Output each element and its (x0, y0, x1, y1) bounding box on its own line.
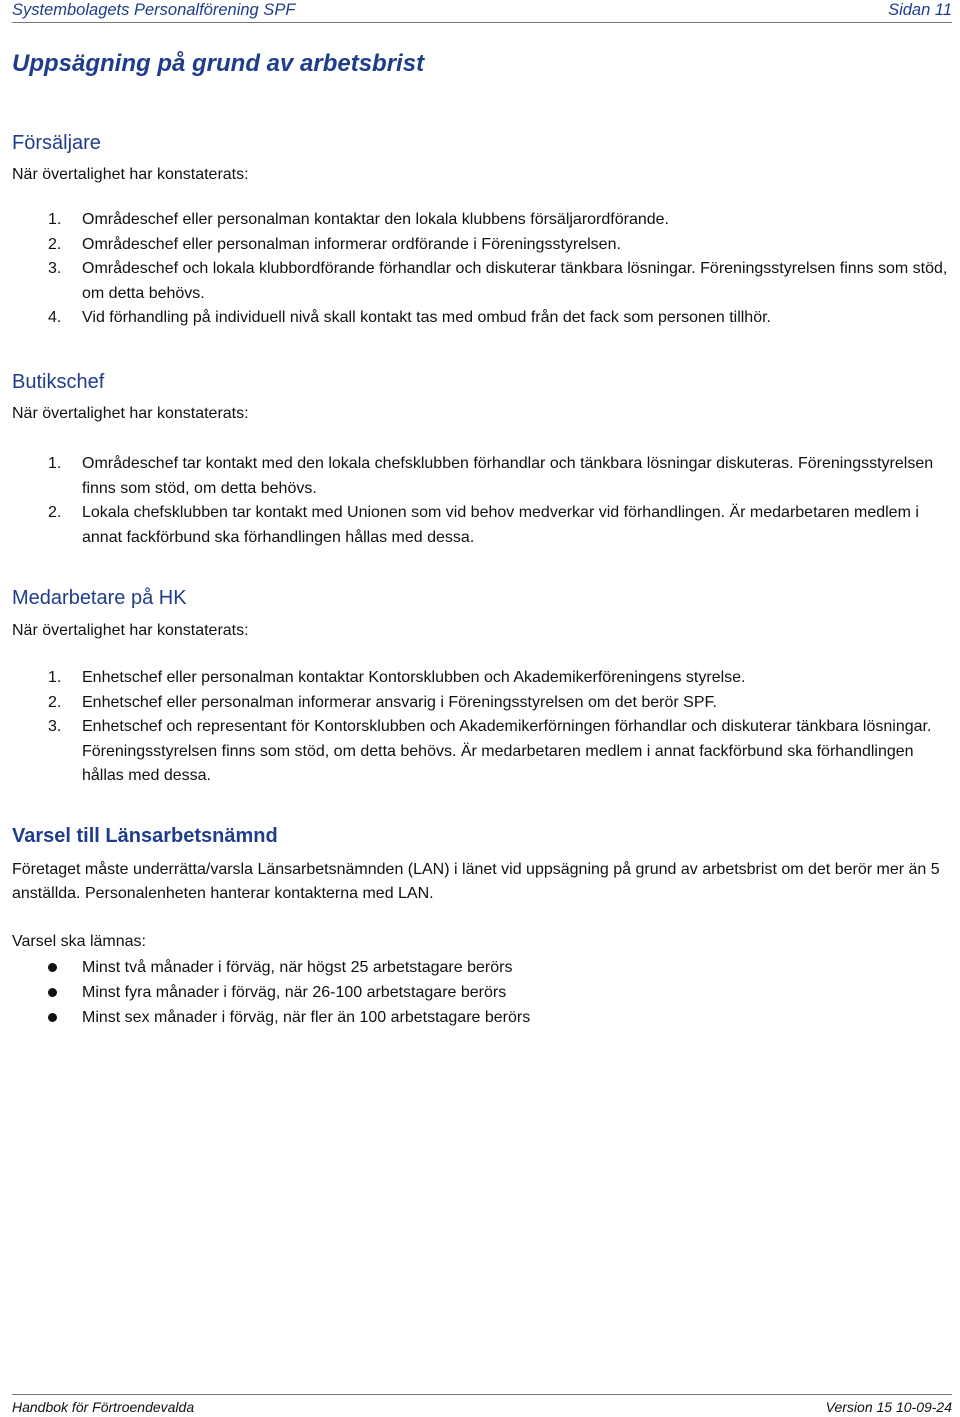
list-forsaljare (12, 208, 957, 331)
list-butikschef (12, 452, 957, 550)
bullet-item: Minst fyra månader i förväg, när 26-100 arbetstagare berörs (12, 980, 912, 1005)
footer-version: Version 15 10-09-24 (825, 1399, 952, 1415)
header-page-number: Sidan 11 (888, 1, 952, 19)
list-item: 2. Lokala chefsklubben tar kontakt med Unionen som vid behov medverkar vid förhandlingen. Är medarbetaren medlem i annat fackförbund ska förhandlingen hållas med dessa. (48, 504, 919, 546)
page-footer (12, 1394, 952, 1417)
list-item: 3. Områdeschef och lokala klubbordförande förhandlar och diskuterar tänkbara lösningar. Föreningsstyrelsen finns som stöd, om detta behövs. (48, 260, 948, 302)
page-header (12, 0, 952, 23)
list-medarbetare (12, 666, 957, 789)
bullet-icon (48, 1013, 57, 1022)
list-item: 1. Områdeschef eller personalman kontaktar den lokala klubbens försäljarordförande. (48, 211, 669, 228)
intro-butikschef: När övertalighet har konstaterats: (12, 405, 249, 422)
heading-medarbetare: Medarbetare på HK (12, 587, 187, 609)
heading-varsel: Varsel till Länsarbetsnämnd (12, 825, 278, 847)
list-item: 3. Enhetschef och representant för Kontorsklubben och Akademikerförningen förhandlar och diskuterar tänkbara lösningar. Föreningsstyrelsen finns som stöd, om detta behövs. Är medarbetaren medlem i annat fackförbund ska förhandlingen hållas med dessa. (48, 718, 932, 784)
heading-forsaljare: Försäljare (12, 132, 101, 154)
bullet-list-varsel (12, 955, 912, 1030)
bullet-icon (48, 988, 57, 997)
intro-varsel-list: Varsel ska lämnas: (12, 933, 146, 950)
bullet-item: Minst sex månader i förväg, när fler än 100 arbetstagare berörs (12, 1005, 912, 1030)
list-item: 2. Områdeschef eller personalman informerar ordförande i Föreningsstyrelsen. (48, 235, 621, 253)
paragraph-varsel: Företaget måste underrätta/varsla Länsarbetsnämnden (LAN) i länet vid uppsägning på grund av arbetsbrist om det berör mer än 5 anställda. Personalenheten hanterar kontakterna med LAN. (12, 861, 940, 902)
list-item: 4. Vid förhandling på individuell nivå skall kontakt tas med ombud från det fack som personen tillhör. (48, 309, 771, 326)
bullet-item: Minst två månader i förväg, när högst 25 arbetstagare berörs (12, 955, 912, 980)
intro-medarbetare: När övertalighet har konstaterats: (12, 622, 249, 639)
footer-handbook: Handbok för Förtroendevalda (12, 1399, 195, 1415)
intro-forsaljare: När övertalighet har konstaterats: (12, 166, 249, 183)
page-title: Uppsägning på grund av arbetsbrist (12, 50, 425, 77)
list-item: 2. Enhetschef eller personalman informerar ansvarig i Föreningsstyrelsen om det berör SPF. (48, 693, 717, 711)
bullet-icon (48, 963, 57, 972)
list-item: 1. Områdeschef tar kontakt med den lokala chefsklubben förhandlar och tänkbara lösningar diskuteras. Föreningsstyrelsen finns som stöd, om detta behövs. (48, 455, 934, 497)
list-item: 1. Enhetschef eller personalman kontaktar Kontorsklubben och Akademikerföreningens styrelse. (48, 669, 746, 686)
heading-butikschef: Butikschef (12, 371, 105, 393)
header-org-name: Systembolagets Personalförening SPF (12, 1, 296, 19)
